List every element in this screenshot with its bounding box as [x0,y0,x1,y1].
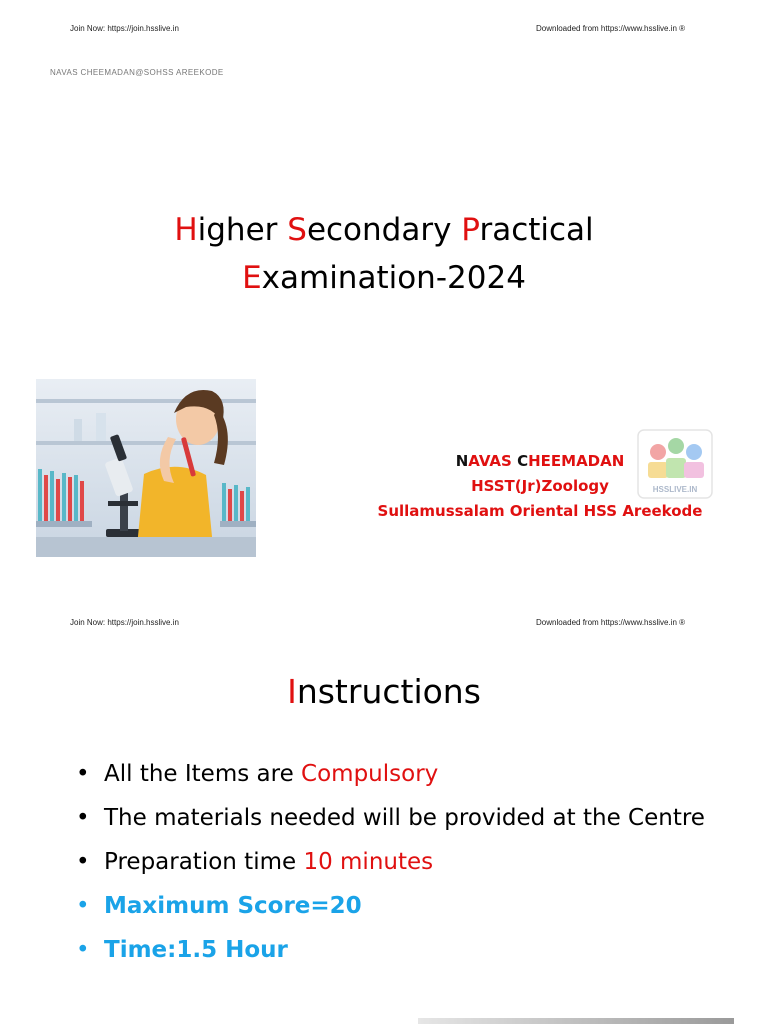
author-designation: HSST(Jr)Zoology [471,477,609,495]
author-name-avas: AVAS [468,452,518,470]
title-line-1 [0,206,768,254]
title-cap-e: E [242,260,262,296]
bullet-text: Maximum Score=20 [104,893,362,919]
list-item [74,932,714,969]
bullet-icon: • [76,893,90,919]
bullet-text: The materials needed will be provided at the Centre [104,805,705,831]
bullet-icon: • [76,805,90,831]
title-rest-secondary: econdary [306,212,462,248]
instructions-list [74,756,714,976]
bullet-highlight: Compulsory [301,761,439,787]
author-name-heemadan: HEEMADAN [528,452,625,470]
title-rest-higher: igher [197,212,288,248]
bullet-text: Preparation time [104,849,304,875]
author-block [350,449,730,524]
list-item [74,844,714,881]
author-name-initial-n: N [455,452,469,470]
title-rest-practical: ractical [479,212,594,248]
title-rest-examination: xamination-2024 [261,260,526,296]
instructions-title [0,672,768,711]
logo-text: HSSLIVE.IN [652,485,698,494]
list-item [74,888,714,925]
header-join-link-2[interactable]: Join Now: https://join.hsslive.in [70,618,179,627]
lab-student-photo [36,379,256,557]
title-line-2 [0,254,768,302]
bullet-text: All the Items are [104,761,302,787]
author-school: Sullamussalam Oriental HSS Areekode [377,502,703,520]
bullet-text: Time:1.5 Hour [104,937,288,963]
bullet-icon: • [76,761,90,787]
list-item [74,756,714,793]
author-name-initial-c: C [517,452,529,470]
author-credit: NAVAS CHEEMADAN@SOHSS AREEKODE [50,68,224,77]
title-cap-s: S [287,212,307,248]
title-cap-h: H [174,212,198,248]
next-slide-edge [418,1018,734,1024]
instructions-title-cap: I [287,672,297,711]
bullet-icon: • [76,849,90,875]
list-item [74,800,714,837]
slide-title [0,206,768,302]
author-name [350,449,730,474]
header-download-source[interactable]: Downloaded from https://www.hsslive.in ® [536,24,686,33]
header-join-link[interactable]: Join Now: https://join.hsslive.in [70,24,179,33]
title-cap-p: P [461,212,480,248]
instructions-title-rest: nstructions [296,672,481,711]
bullet-icon: • [76,937,90,963]
bullet-highlight: 10 minutes [303,849,434,875]
header-download-source-2[interactable]: Downloaded from https://www.hsslive.in ® [536,618,686,627]
